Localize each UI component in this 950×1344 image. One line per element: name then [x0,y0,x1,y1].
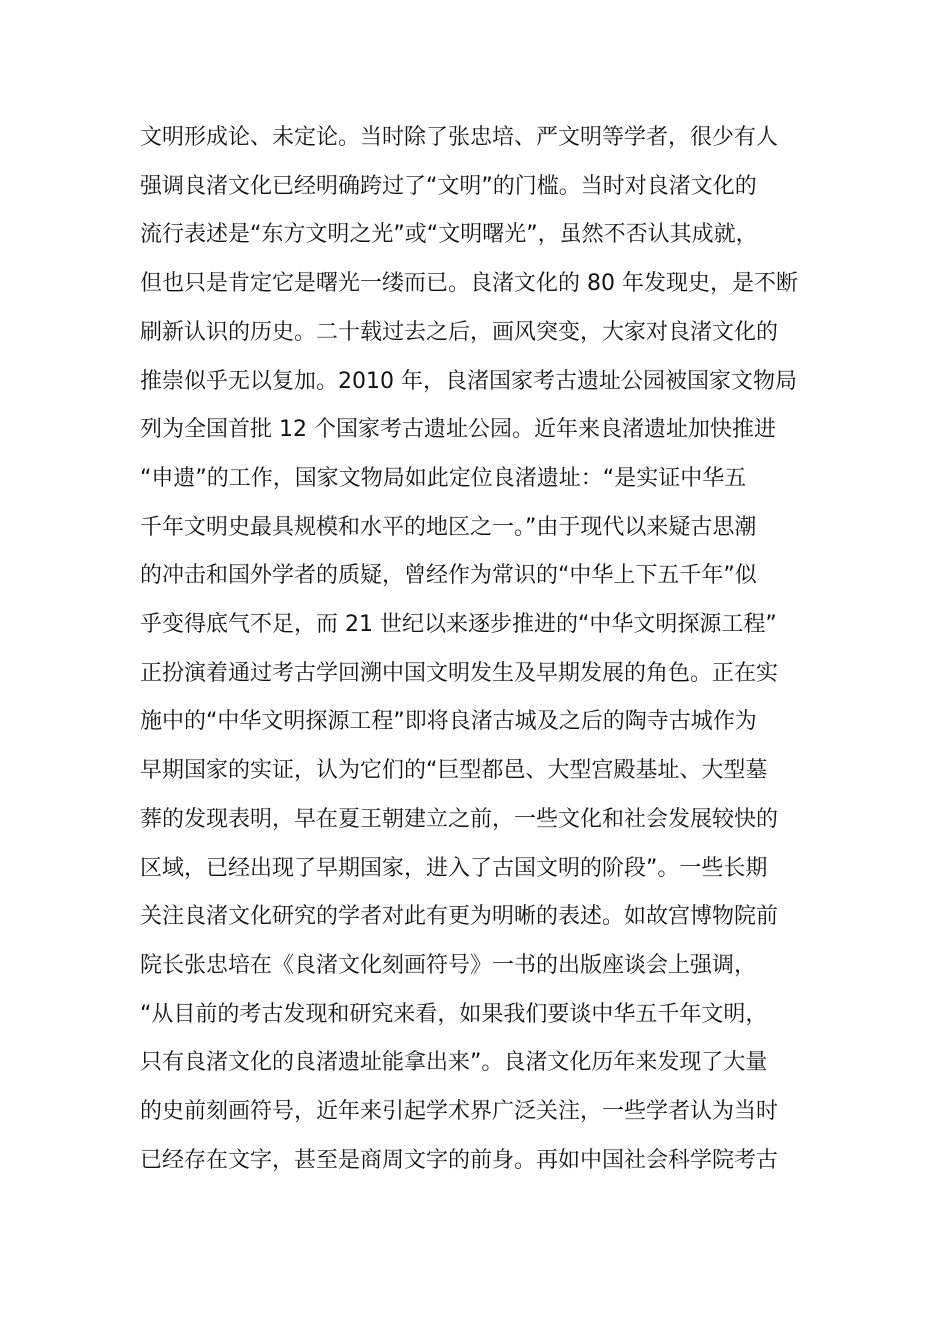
text-line: 区域，已经出现了早期国家，进入了古国文明的阶段”。一些长期 [140,855,768,881]
text-line: 推崇似乎无以复加。2010 年，良渚国家考古遗址公园被国家文物局 [140,368,797,394]
text-line: 关注良渚文化研究的学者对此有更为明晰的表述。如故宫博物院前 [140,904,779,930]
text-line: “申遗”的工作，国家文物局如此定位良渚遗址：“是实证中华五 [140,465,747,491]
text-line: 早期国家的实证，认为它们的“巨型都邑、大型宫殿基址、大型墓 [140,758,768,784]
text-line: 刷新认识的历史。二十载过去之后，画风突变，大家对良渚文化的 [140,319,779,345]
text-line: 流行表述是“东方文明之光”或“文明曙光”，虽然不否认其成就， [140,222,758,248]
text-line: 列为全国首批 12 个国家考古遗址公园。近年来良渚遗址加快推进 [140,417,776,443]
text-line: 院长张忠培在《良渚文化刻画符号》一书的出版座谈会上强调， [140,952,757,978]
text-line: 只有良渚文化的良渚遗址能拿出来”。良渚文化历年来发现了大量 [140,1050,768,1076]
text-line: 施中的“中华文明探源工程”即将良渚古城及之后的陶寺古城作为 [140,709,757,735]
text-line: 已经存在文字，甚至是商周文字的前身。再如中国社会科学院考古 [140,1147,779,1173]
text-line: 葬的发现表明，早在夏王朝建立之前，一些文化和社会发展较快的 [140,806,779,832]
text-line: 的史前刻画符号，近年来引起学术界广泛关注，一些学者认为当时 [140,1099,779,1124]
text-line: 但也只是肯定它是曙光一缕而已。良渚文化的 80 年发现史，是不断 [140,271,798,297]
text-line: 的冲击和国外学者的质疑，曾经作为常识的“中华上下五千年”似 [140,563,757,589]
text-line: 正扮演着通过考古学回溯中国文明发生及早期发展的角色。正在实 [140,660,779,686]
text-line: 千年文明史最具规模和水平的地区之一。”由于现代以来疑古思潮 [140,514,757,540]
text-line: 文明形成论、未定论。当时除了张忠培、严文明等学者，很少有人 [140,125,779,150]
text-line: 乎变得底气不足，而 21 世纪以来逐步推进的“中华文明探源工程” [140,612,777,637]
text-line: “从目前的考古发现和研究来看，如果我们要谈中华五千年文明， [140,1001,768,1027]
text-line: 强调良渚文化已经明确跨过了“文明”的门槛。当时对良渚文化的 [140,173,757,199]
